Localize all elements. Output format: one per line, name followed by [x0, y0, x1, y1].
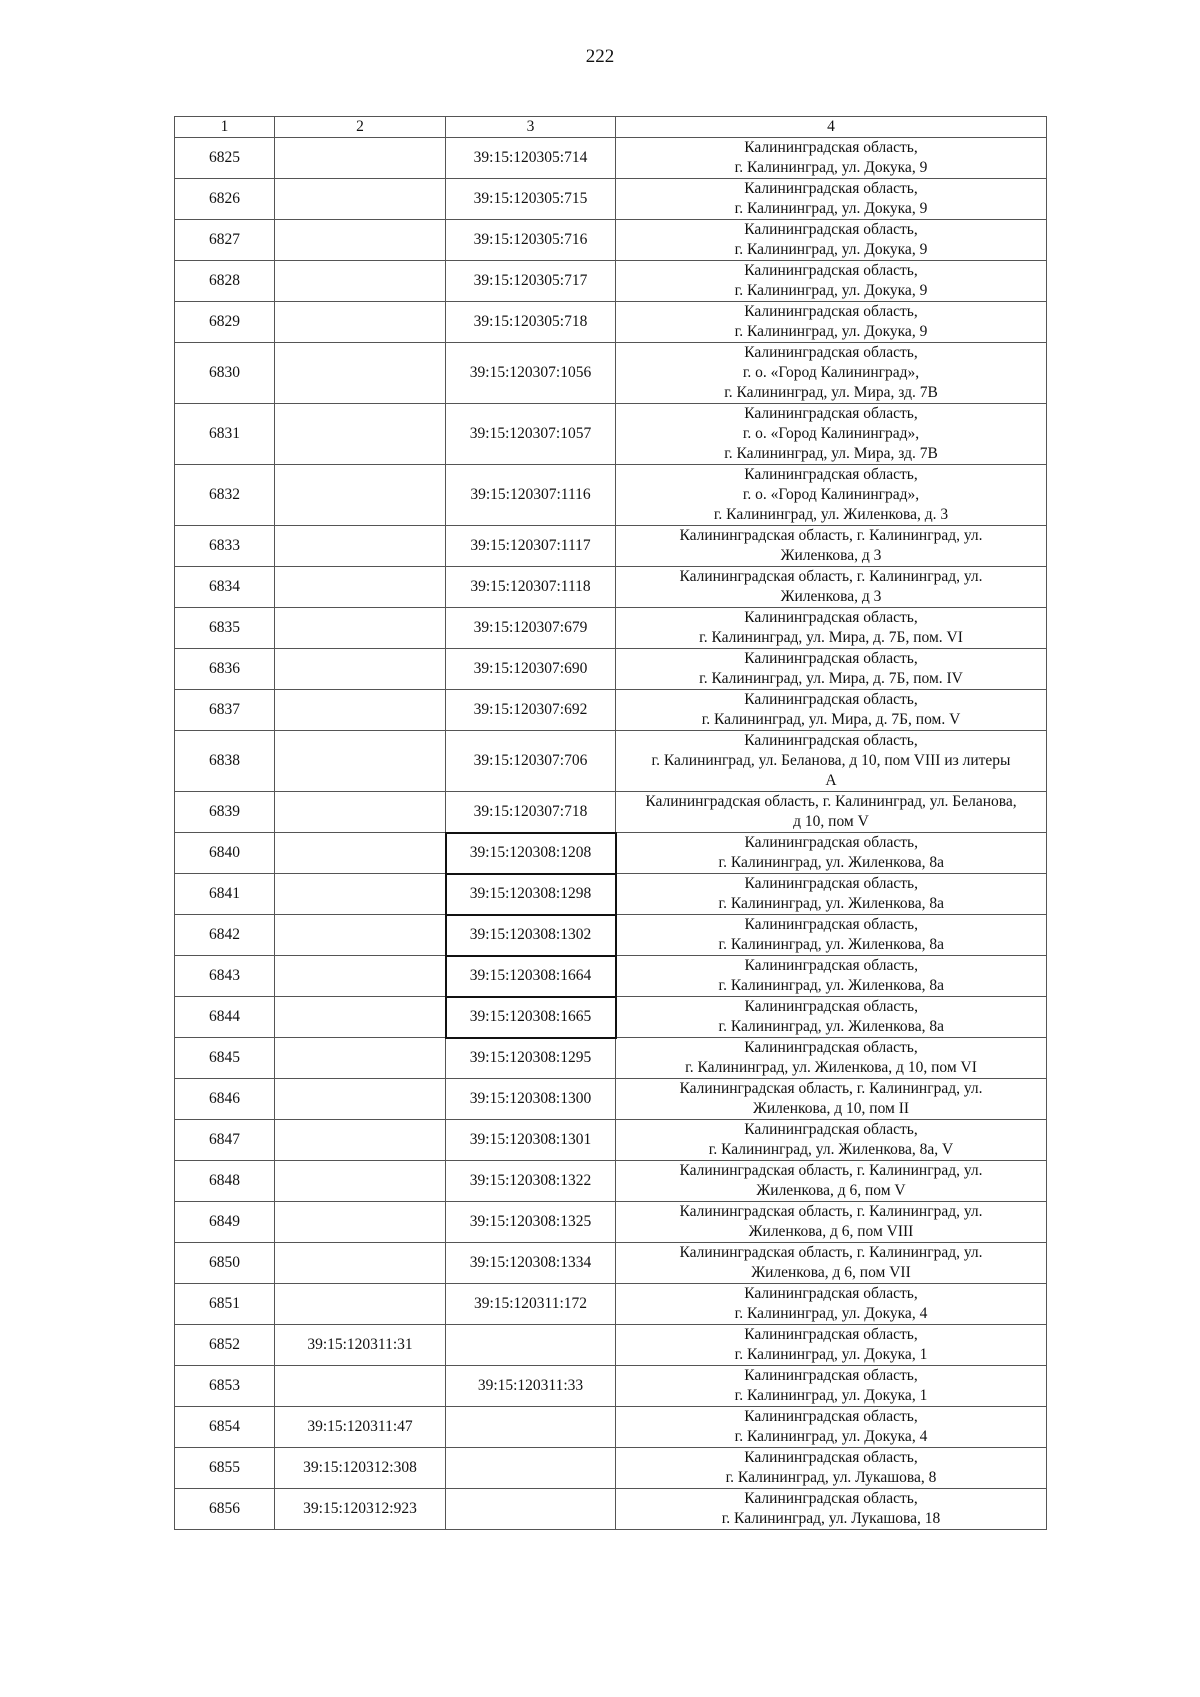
cadastral-number-cell: 39:15:120312:923: [275, 1489, 446, 1530]
table-row: [175, 874, 1047, 915]
cadastral-number-cell: [275, 526, 446, 567]
cadastral-number-cell: [275, 220, 446, 261]
row-number-cell: 6832: [175, 465, 275, 526]
row-number-cell: 6843: [175, 956, 275, 997]
table-row: [175, 179, 1047, 220]
page-number: 222: [585, 46, 615, 67]
table-row: [175, 915, 1047, 956]
address-cell: Калининградская область, г. Калининград, ул. Докука, 9: [616, 220, 1047, 261]
cadastral-number-cell: [275, 915, 446, 956]
row-number-cell: 6851: [175, 1284, 275, 1325]
row-number-cell: 6852: [175, 1325, 275, 1366]
row-number-cell: 6836: [175, 649, 275, 690]
cadastral-number-cell: [275, 1120, 446, 1161]
column-header-3: 3: [446, 117, 616, 138]
address-cell: Калининградская область, г. Калининград, ул. Жиленкова, 8а, V: [616, 1120, 1047, 1161]
address-cell: Калининградская область, г. Калининград, ул. Лукашова, 8: [616, 1448, 1047, 1489]
table-row: [175, 1366, 1047, 1407]
cadastral-number-cell: 39:15:120308:1325: [446, 1202, 616, 1243]
address-cell: Калининградская область, г. о. «Город Калининград», г. Калининград, ул. Жиленкова, д. 3: [616, 465, 1047, 526]
row-number-cell: 6848: [175, 1161, 275, 1202]
table-row: [175, 997, 1047, 1038]
table-row: [175, 302, 1047, 343]
address-cell: Калининградская область, г. Калининград, ул. Жиленкова, д 6, пом VII: [616, 1243, 1047, 1284]
table-row: [175, 1243, 1047, 1284]
row-number-cell: 6845: [175, 1038, 275, 1079]
cadastral-number-cell: [275, 874, 446, 915]
row-number-cell: 6833: [175, 526, 275, 567]
table-row: [175, 1202, 1047, 1243]
cadastral-number-cell: 39:15:120308:1295: [446, 1038, 616, 1079]
address-cell: Калининградская область, г. Калининград, ул. Докука, 9: [616, 302, 1047, 343]
table-row: [175, 833, 1047, 874]
row-number-cell: 6839: [175, 792, 275, 833]
column-header-1: 1: [175, 117, 275, 138]
cadastral-number-cell: [446, 1325, 616, 1366]
row-number-cell: 6849: [175, 1202, 275, 1243]
row-number-cell: 6854: [175, 1407, 275, 1448]
cadastral-number-cell: [446, 1407, 616, 1448]
cadastral-number-cell: 39:15:120311:33: [446, 1366, 616, 1407]
address-cell: Калининградская область, г. Калининград, ул. Жиленкова, д 10, пом II: [616, 1079, 1047, 1120]
cadastral-number-cell: [275, 1284, 446, 1325]
cadastral-number-cell: 39:15:120305:717: [446, 261, 616, 302]
cadastral-number-cell: 39:15:120305:714: [446, 138, 616, 179]
address-cell: Калининградская область, г. Калининград, ул. Докука, 9: [616, 179, 1047, 220]
cadastral-number-cell: [275, 179, 446, 220]
table-row: [175, 1448, 1047, 1489]
table-row: [175, 1489, 1047, 1530]
row-number-cell: 6840: [175, 833, 275, 874]
address-cell: Калининградская область, г. Калининград, ул. Жиленкова, д 10, пом VI: [616, 1038, 1047, 1079]
cadastral-number-cell: 39:15:120307:1117: [446, 526, 616, 567]
cadastral-number-cell: [275, 997, 446, 1038]
table-row: [175, 261, 1047, 302]
cadastral-number-cell: [275, 956, 446, 997]
address-cell: Калининградская область, г. Калининград, ул. Мира, д. 7Б, пом. VI: [616, 608, 1047, 649]
cadastral-number-cell: 39:15:120307:1116: [446, 465, 616, 526]
row-number-cell: 6837: [175, 690, 275, 731]
table-row: [175, 404, 1047, 465]
cadastral-number-cell: [275, 567, 446, 608]
address-cell: Калининградская область, г. Калининград, ул. Докука, 4: [616, 1407, 1047, 1448]
table-row: [175, 792, 1047, 833]
address-cell: Калининградская область, г. Калининград, ул. Жиленкова, 8а: [616, 833, 1047, 874]
cadastral-number-cell: 39:15:120307:1118: [446, 567, 616, 608]
table-row: [175, 567, 1047, 608]
cadastral-number-cell: 39:15:120307:718: [446, 792, 616, 833]
address-cell: Калининградская область, г. Калининград, ул. Жиленкова, д 3: [616, 567, 1047, 608]
address-cell: Калининградская область, г. Калининград, ул. Жиленкова, д 6, пом VIII: [616, 1202, 1047, 1243]
table-header-row: [175, 117, 1047, 138]
cadastral-number-cell: [446, 1448, 616, 1489]
address-cell: Калининградская область, г. Калининград, ул. Жиленкова, 8а: [616, 915, 1047, 956]
cadastral-number-cell: 39:15:120307:1057: [446, 404, 616, 465]
data-table: [174, 116, 1047, 1530]
cadastral-number-cell: 39:15:120307:1056: [446, 343, 616, 404]
row-number-cell: 6835: [175, 608, 275, 649]
table-body: [175, 138, 1047, 1530]
address-cell: Калининградская область, г. Калининград, ул. Мира, д. 7Б, пом. IV: [616, 649, 1047, 690]
address-cell: Калининградская область, г. Калининград, ул. Жиленкова, 8а: [616, 956, 1047, 997]
row-number-cell: 6842: [175, 915, 275, 956]
table-row: [175, 343, 1047, 404]
address-cell: Калининградская область, г. Калининград, ул. Докука, 9: [616, 138, 1047, 179]
row-number-cell: 6830: [175, 343, 275, 404]
address-cell: Калининградская область, г. Калининград, ул. Докука, 1: [616, 1366, 1047, 1407]
cadastral-number-cell: [275, 1202, 446, 1243]
table-row: [175, 1079, 1047, 1120]
cadastral-number-cell: 39:15:120311:31: [275, 1325, 446, 1366]
cadastral-number-cell: 39:15:120305:716: [446, 220, 616, 261]
cadastral-number-cell: [275, 1243, 446, 1284]
row-number-cell: 6828: [175, 261, 275, 302]
row-number-cell: 6825: [175, 138, 275, 179]
table-row: [175, 526, 1047, 567]
column-header-2: 2: [275, 117, 446, 138]
address-cell: Калининградская область, г. о. «Город Калининград», г. Калининград, ул. Мира, зд. 7В: [616, 343, 1047, 404]
address-cell: Калининградская область, г. Калининград, ул. Докука, 9: [616, 261, 1047, 302]
cadastral-number-cell: 39:15:120307:692: [446, 690, 616, 731]
cadastral-number-cell: 39:15:120308:1300: [446, 1079, 616, 1120]
table-row: [175, 731, 1047, 792]
address-cell: Калининградская область, г. о. «Город Калининград», г. Калининград, ул. Мира, зд. 7В: [616, 404, 1047, 465]
cadastral-number-cell: 39:15:120311:172: [446, 1284, 616, 1325]
cadastral-number-cell: 39:15:120307:690: [446, 649, 616, 690]
table-row: [175, 465, 1047, 526]
table-row: [175, 220, 1047, 261]
table-row: [175, 956, 1047, 997]
cadastral-number-cell: [275, 404, 446, 465]
cadastral-number-cell: 39:15:120308:1302: [446, 915, 616, 956]
row-number-cell: 6850: [175, 1243, 275, 1284]
cadastral-number-cell: 39:15:120308:1208: [446, 833, 616, 874]
table-row: [175, 1120, 1047, 1161]
cadastral-number-cell: 39:15:120307:706: [446, 731, 616, 792]
row-number-cell: 6844: [175, 997, 275, 1038]
cadastral-number-cell: [275, 1161, 446, 1202]
row-number-cell: 6838: [175, 731, 275, 792]
cadastral-number-cell: 39:15:120311:47: [275, 1407, 446, 1448]
table-row: [175, 608, 1047, 649]
cadastral-number-cell: [275, 343, 446, 404]
cadastral-number-cell: [275, 731, 446, 792]
address-cell: Калининградская область, г. Калининград, ул. Мира, д. 7Б, пом. V: [616, 690, 1047, 731]
cadastral-number-cell: [275, 261, 446, 302]
row-number-cell: 6831: [175, 404, 275, 465]
column-header-4: 4: [616, 117, 1047, 138]
row-number-cell: 6827: [175, 220, 275, 261]
row-number-cell: 6834: [175, 567, 275, 608]
cadastral-number-cell: [275, 465, 446, 526]
table-row: [175, 649, 1047, 690]
cadastral-number-cell: [275, 608, 446, 649]
cadastral-number-cell: [275, 649, 446, 690]
table-row: [175, 1325, 1047, 1366]
table-row: [175, 1407, 1047, 1448]
row-number-cell: 6826: [175, 179, 275, 220]
row-number-cell: 6846: [175, 1079, 275, 1120]
cadastral-number-cell: 39:15:120308:1665: [446, 997, 616, 1038]
cadastral-number-cell: 39:15:120305:715: [446, 179, 616, 220]
cadastral-number-cell: [275, 1038, 446, 1079]
address-cell: Калининградская область, г. Калининград, ул. Беланова, д 10, пом VIII из литеры А: [616, 731, 1047, 792]
cadastral-number-cell: 39:15:120308:1322: [446, 1161, 616, 1202]
table-row: [175, 138, 1047, 179]
row-number-cell: 6855: [175, 1448, 275, 1489]
cadastral-number-cell: [446, 1489, 616, 1530]
address-cell: Калининградская область, г. Калининград, ул. Жиленкова, 8а: [616, 997, 1047, 1038]
cadastral-number-cell: [275, 833, 446, 874]
address-cell: Калининградская область, г. Калининград, ул. Жиленкова, 8а: [616, 874, 1047, 915]
cadastral-number-cell: 39:15:120308:1301: [446, 1120, 616, 1161]
cadastral-number-cell: [275, 690, 446, 731]
address-cell: Калининградская область, г. Калининград, ул. Жиленкова, д 3: [616, 526, 1047, 567]
table-row: [175, 690, 1047, 731]
table-row: [175, 1038, 1047, 1079]
row-number-cell: 6841: [175, 874, 275, 915]
address-cell: Калининградская область, г. Калининград, ул. Беланова, д 10, пом V: [616, 792, 1047, 833]
address-cell: Калининградская область, г. Калининград, ул. Докука, 1: [616, 1325, 1047, 1366]
table-row: [175, 1284, 1047, 1325]
cadastral-number-cell: [275, 792, 446, 833]
address-cell: Калининградская область, г. Калининград, ул. Жиленкова, д 6, пом V: [616, 1161, 1047, 1202]
table-row: [175, 1161, 1047, 1202]
cadastral-number-cell: 39:15:120308:1664: [446, 956, 616, 997]
address-cell: Калининградская область, г. Калининград, ул. Лукашова, 18: [616, 1489, 1047, 1530]
cadastral-number-cell: 39:15:120307:679: [446, 608, 616, 649]
cadastral-number-cell: 39:15:120312:308: [275, 1448, 446, 1489]
cadastral-number-cell: [275, 1366, 446, 1407]
address-cell: Калининградская область, г. Калининград, ул. Докука, 4: [616, 1284, 1047, 1325]
cadastral-number-cell: 39:15:120305:718: [446, 302, 616, 343]
row-number-cell: 6853: [175, 1366, 275, 1407]
cadastral-number-cell: 39:15:120308:1334: [446, 1243, 616, 1284]
cadastral-number-cell: 39:15:120308:1298: [446, 874, 616, 915]
cadastral-number-cell: [275, 1079, 446, 1120]
row-number-cell: 6856: [175, 1489, 275, 1530]
row-number-cell: 6829: [175, 302, 275, 343]
row-number-cell: 6847: [175, 1120, 275, 1161]
cadastral-number-cell: [275, 302, 446, 343]
cadastral-number-cell: [275, 138, 446, 179]
